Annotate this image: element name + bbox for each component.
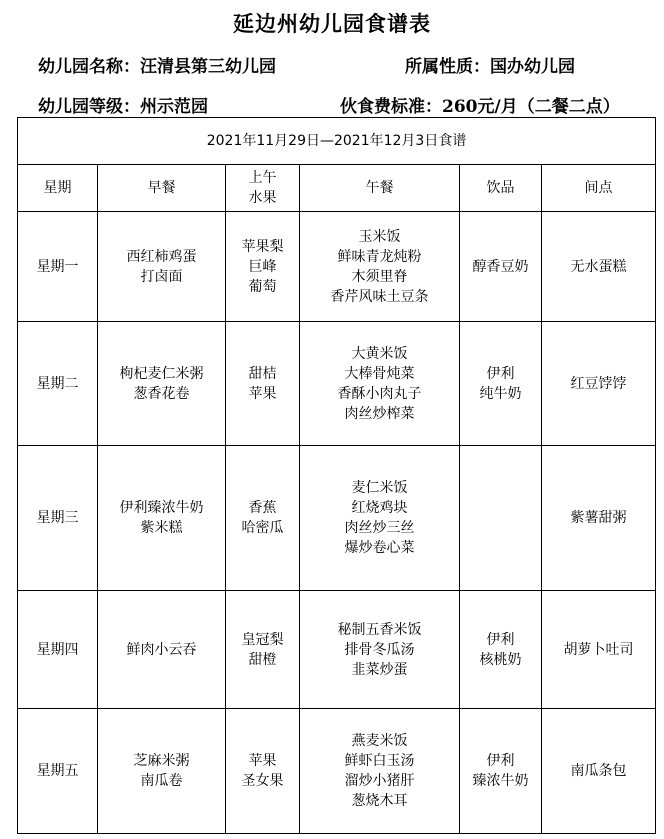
drink-item: 伊利 xyxy=(486,365,515,382)
drink-cell xyxy=(460,591,542,709)
lunch-item: 秘制五香米饭 xyxy=(337,621,422,638)
snack-cell xyxy=(542,709,656,834)
breakfast-cell xyxy=(98,212,226,322)
lunch-item: 排骨冬瓜汤 xyxy=(344,641,415,658)
breakfast-item: 鲜肉小云吞 xyxy=(126,641,197,658)
breakfast-item: 葱香花卷 xyxy=(133,385,190,402)
lunch-cell xyxy=(300,212,460,322)
breakfast-cell xyxy=(98,322,226,446)
fruit-cell xyxy=(226,322,300,446)
drink-item: 伊利 xyxy=(486,631,515,648)
day-cell: 星期四 xyxy=(18,591,98,709)
lunch-item: 木须里脊 xyxy=(351,268,408,285)
drink-item: 核桃奶 xyxy=(479,651,522,668)
lunch-cell xyxy=(300,322,460,446)
header-row xyxy=(18,165,656,212)
header-drink: 饮品 xyxy=(460,165,542,212)
lunch-cell xyxy=(300,446,460,591)
drink-item: 伊利 xyxy=(486,753,515,769)
drink-item: 醇香豆奶 xyxy=(472,258,529,275)
breakfast-item: 紫米糕 xyxy=(140,520,183,536)
fruit-cell xyxy=(226,212,300,322)
header-snack: 间点 xyxy=(542,165,656,212)
fruit-item: 皇冠梨 xyxy=(241,631,284,648)
fruit-item: 香蕉 xyxy=(248,500,277,516)
drink-cell xyxy=(460,322,542,446)
menu-period: 2021年11月29日—2021年12月3日食谱 xyxy=(18,118,656,165)
lunch-item: 溜炒小猪肝 xyxy=(344,773,415,789)
lunch-item: 鲜味青龙炖粉 xyxy=(337,248,422,265)
day-cell: 星期一 xyxy=(18,212,98,322)
day-cell: 星期二 xyxy=(18,322,98,446)
lunch-item: 韭菜炒蛋 xyxy=(351,661,408,678)
lunch-item: 红烧鸡块 xyxy=(351,500,408,516)
lunch-cell xyxy=(300,591,460,709)
snack-item: 无水蛋糕 xyxy=(570,258,627,275)
lunch-item: 爆炒卷心菜 xyxy=(344,540,415,556)
header-fruit-line: 上午 xyxy=(248,170,277,186)
snack-cell xyxy=(542,322,656,446)
kindergarten-level: 幼儿园等级：州示范园 xyxy=(38,97,208,117)
header-fruit xyxy=(226,165,300,212)
breakfast-cell xyxy=(98,591,226,709)
fruit-item: 巨峰 xyxy=(248,258,277,275)
fruit-item: 葡萄 xyxy=(248,278,277,295)
lunch-cell xyxy=(300,709,460,834)
menu-table xyxy=(17,117,656,834)
drink-item: 纯牛奶 xyxy=(479,385,522,402)
snack-item: 紫薯甜粥 xyxy=(570,510,627,526)
breakfast-item: 枸杞麦仁米粥 xyxy=(119,365,204,382)
fruit-cell xyxy=(226,709,300,834)
fruit-item: 哈密瓜 xyxy=(241,520,284,536)
snack-cell xyxy=(542,446,656,591)
breakfast-item: 打卤面 xyxy=(140,268,183,285)
meal-fee-standard: 伙食费标准：260元/月（二餐二点） xyxy=(340,97,620,117)
snack-cell xyxy=(542,212,656,322)
breakfast-cell xyxy=(98,446,226,591)
drink-item: 臻浓牛奶 xyxy=(472,773,529,789)
snack-item: 南瓜条包 xyxy=(570,763,627,779)
lunch-item: 葱烧木耳 xyxy=(351,793,408,809)
lunch-item: 玉米饭 xyxy=(358,228,401,245)
drink-cell xyxy=(460,709,542,834)
drink-cell xyxy=(460,212,542,322)
snack-cell xyxy=(542,591,656,709)
table-row xyxy=(18,322,656,446)
header-breakfast: 早餐 xyxy=(98,165,226,212)
fruit-item: 甜橙 xyxy=(248,651,277,668)
drink-cell xyxy=(460,446,542,591)
fruit-item: 苹果梨 xyxy=(241,238,284,255)
breakfast-item: 南瓜卷 xyxy=(140,773,183,789)
header-fruit-line: 水果 xyxy=(248,190,277,206)
lunch-item: 燕麦米饭 xyxy=(351,733,408,749)
snack-item: 胡萝卜吐司 xyxy=(563,641,634,658)
breakfast-item: 伊利臻浓牛奶 xyxy=(119,500,204,516)
breakfast-item: 芝麻米粥 xyxy=(133,753,190,769)
fruit-item: 圣女果 xyxy=(241,773,284,789)
table-row xyxy=(18,591,656,709)
kindergarten-nature: 所属性质：国办幼儿园 xyxy=(405,57,575,77)
kindergarten-name: 幼儿园名称：汪清县第三幼儿园 xyxy=(38,57,276,77)
fruit-item: 苹果 xyxy=(248,753,277,769)
lunch-item: 鲜虾白玉汤 xyxy=(344,753,415,769)
breakfast-item: 西红柿鸡蛋 xyxy=(126,248,197,265)
day-cell: 星期三 xyxy=(18,446,98,591)
table-row xyxy=(18,212,656,322)
header-lunch: 午餐 xyxy=(300,165,460,212)
fruit-cell xyxy=(226,446,300,591)
table-row xyxy=(18,446,656,591)
header-day: 星期 xyxy=(18,165,98,212)
fruit-cell xyxy=(226,591,300,709)
lunch-item: 大棒骨炖菜 xyxy=(344,365,415,382)
lunch-item: 香酥小肉丸子 xyxy=(337,385,422,402)
lunch-item: 大黄米饭 xyxy=(351,345,408,362)
lunch-item: 肉丝炒榨菜 xyxy=(344,405,415,422)
breakfast-cell xyxy=(98,709,226,834)
table-row xyxy=(18,709,656,834)
day-cell: 星期五 xyxy=(18,709,98,834)
lunch-item: 麦仁米饭 xyxy=(351,480,408,496)
lunch-item: 肉丝炒三丝 xyxy=(344,520,415,536)
page-title: 延边州幼儿园食谱表 xyxy=(233,11,431,36)
lunch-item: 香芹风味土豆条 xyxy=(330,288,429,305)
fruit-item: 苹果 xyxy=(248,385,277,402)
fruit-item: 甜桔 xyxy=(248,365,277,382)
snack-item: 红豆饽饽 xyxy=(570,375,627,392)
